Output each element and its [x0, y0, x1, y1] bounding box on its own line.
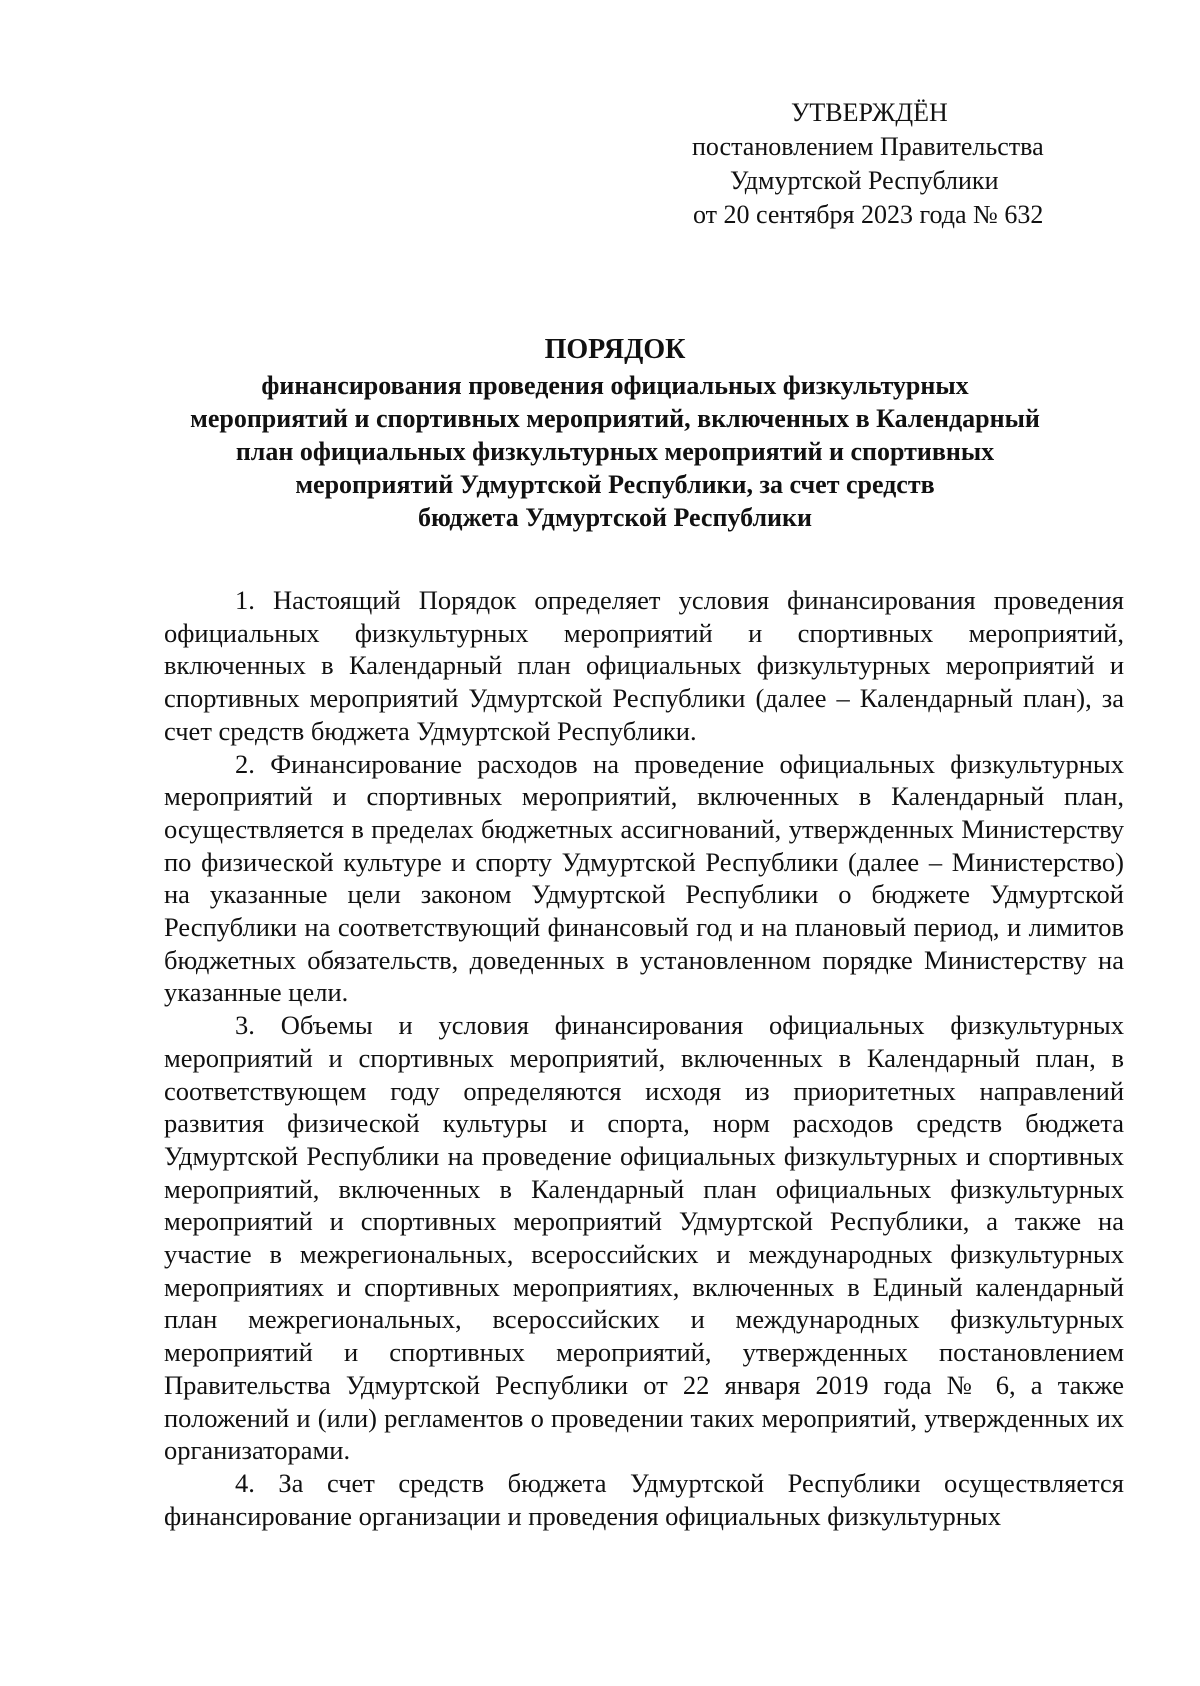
approval-authority: постановлением Правительства — [692, 132, 1044, 161]
title-line: бюджета Удмуртской Республики — [418, 503, 812, 532]
title-line: план официальных физкультурных мероприятий и спортивных — [235, 437, 995, 466]
approval-republic: Удмуртской Республики — [730, 166, 999, 195]
paragraph-1: 1. Настоящий Порядок определяет условия финансирования проведения официальных физкультурных мероприятий и спортивных мероприятий, включенных в Календарный план официальных физкультурных мероприятий и спортивных мероприятий Удмуртской Республики (далее – Календарный план), за счет средств бюджета Удмуртской Республики. — [164, 585, 1124, 746]
paragraph-4: 4. За счет средств бюджета Удмуртской Республики осуществляется финансирование организации и проведения официальных физкультурных — [164, 1467, 1124, 1531]
title-line: мероприятий и спортивных мероприятий, включенных в Календарный — [190, 404, 1040, 433]
approval-stamp — [692, 96, 1112, 232]
document-title — [150, 333, 1080, 534]
paragraph-3: 3. Объемы и условия финансирования официальных физкультурных мероприятий и спортивных мероприятий, включенных в Календарный план, в соответствующем году определяются исходя из приоритетных направлений развития физической культуры и спорта, норм расходов средств бюджета Удмуртской Республики на проведение официальных физкультурных и спортивных мероприятий, включенных в Календарный план официальных физкультурных мероприятий и спортивных мероприятий Удмуртской Республики, а также на участие в межрегиональных, всероссийских и международных физкультурных мероприятиях и спортивных мероприятиях, включенных в Единый календарный план межрегиональных, всероссийских и международных физкультурных мероприятий и спортивных мероприятий, утвержденных постановлением Правительства Удмуртской Республики от 22 января 2019 года № 6, а также положений и (или) регламентов о проведении таких мероприятий, утвержденных их организаторами. — [164, 1010, 1124, 1466]
title-main: ПОРЯДОК — [544, 334, 686, 365]
title-line: финансирования проведения официальных физкультурных — [261, 371, 969, 400]
approval-heading: УТВЕРЖДЁН — [791, 98, 948, 127]
title-line: мероприятий Удмуртской Республики, за счет средств — [295, 470, 935, 499]
document-body — [164, 584, 1124, 1532]
paragraph-2: 2. Финансирование расходов на проведение официальных физкультурных мероприятий и спортивных мероприятий, включенных в Календарный план, осуществляется в пределах бюджетных ассигнований, утвержденных Министерству по физической культуре и спорту Удмуртской Республики (далее – Министерство) на указанные цели законом Удмуртской Республики о бюджете Удмуртской Республики на соответствующий финансовый год и на плановый период, и лимитов бюджетных обязательств, доведенных в установленном порядке Министерству на указанные цели. — [164, 748, 1124, 1008]
approval-date-number: от 20 сентября 2023 года № 632 — [693, 200, 1044, 229]
